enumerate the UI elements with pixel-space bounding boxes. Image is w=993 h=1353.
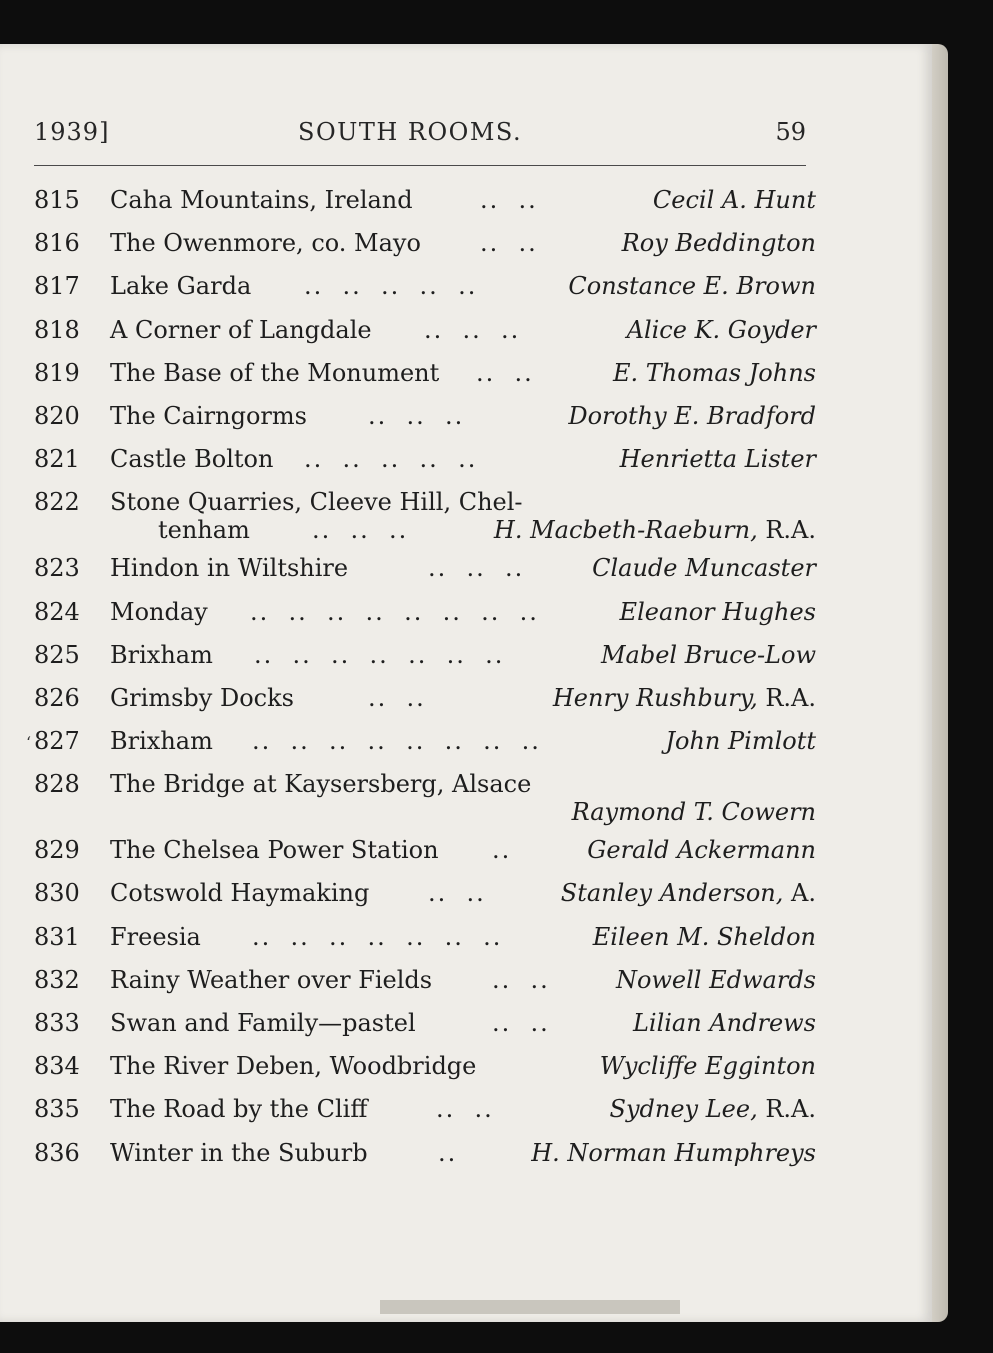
entry-title: The Base of the Monument [110,358,440,387]
entry-number: 835 [34,1095,80,1124]
entry-title: The Bridge at Kaysersberg, Alsace [110,770,532,799]
entry-artist [600,1052,816,1080]
entry-number: 832 [34,965,80,994]
entry-816 [34,225,816,268]
entry-823 [34,550,816,593]
entry-artist [616,966,816,994]
entry-title: Freesia [110,922,201,951]
entry-817 [34,268,816,311]
entry-number: 821 [34,445,80,474]
artist-name: Roy Beddington [621,229,816,258]
leader-dots: .. [492,836,512,865]
entry-title: Monday [110,597,208,626]
entry-title: Grimsby Docks [110,683,294,712]
leader-dots: .. .. [492,1009,550,1037]
artist-name: Henry Rushbury, [552,683,758,712]
margin-tick-mark: ‘ [26,733,32,753]
entry-artist [531,1139,816,1167]
entry-834 [34,1048,816,1091]
artist-honour: R.A. [757,516,816,545]
entry-artist [627,316,816,344]
entry-826 [34,680,816,723]
entry-title: The Chelsea Power Station [110,836,439,865]
leader-dots: .. .. .. [368,401,465,430]
entry-title: Swan and Family—pastel [110,1009,416,1037]
entry-artist [633,1009,816,1037]
leader-dots: .. .. .. .. .. [304,272,478,301]
entry-artist [568,272,816,300]
artist-name: Mabel Bruce-Low [600,640,816,669]
leader-dots: .. .. [428,879,486,908]
entry-artist [622,229,816,257]
entry-artist [494,516,816,544]
entry-number: 831 [34,922,80,951]
entry-title: The Owenmore, co. Mayo [110,229,421,258]
entry-title: The Cairngorms [110,401,307,430]
entry-artist [587,836,816,864]
entry-artist [553,684,816,712]
entry-title: Brixham [110,727,213,756]
page-number: 59 [775,118,806,146]
entry-820 [34,398,816,441]
leader-dots: .. .. .. [424,315,521,344]
artist-name: H. Norman Humphreys [531,1138,816,1167]
entry-title: The River Deben, Woodbridge [110,1052,477,1081]
entry-827 [26,723,816,766]
entry-title: Winter in the Suburb [110,1138,368,1167]
entry-artist [593,923,816,951]
entry-number: 833 [34,1009,80,1037]
page-bottom-shadow [380,1300,680,1314]
entry-832 [34,962,816,1005]
leader-dots: .. .. [480,229,538,258]
leader-dots: .. [438,1138,458,1167]
leader-dots: .. .. .. [312,516,409,545]
entry-number: 817 [34,272,80,301]
artist-name: Eleanor Hughes [619,597,816,626]
artist-name: E. Thomas Johns [612,358,816,387]
entry-title: The Road by the Cliff [110,1095,368,1124]
artist-name: Alice K. Goyder [626,315,816,344]
header-year: 1939] [34,118,110,146]
artist-name: Eileen M. Sheldon [592,922,816,951]
leader-dots: .. .. [492,965,550,994]
artist-name: Raymond T. Cowern [571,798,816,827]
entry-829 [34,832,816,875]
entry-835 [34,1091,816,1134]
leader-dots: .. .. [476,358,534,387]
header-title: SOUTH ROOMS. [298,118,523,146]
artist-name: H. Macbeth-Raeburn, [493,516,758,545]
entry-number: 830 [34,879,80,908]
entry-artist [592,554,816,582]
leader-dots: .. .. .. [428,554,525,583]
entry-number: 815 [34,186,80,214]
leader-dots: .. .. .. .. .. [304,445,478,474]
entry-number: 818 [34,315,80,344]
entry-number: 824 [34,597,80,626]
entry-artist [601,641,816,669]
running-header [34,118,806,152]
entry-artist [613,359,816,387]
entry-830 [34,875,816,918]
entry-number: 834 [34,1052,80,1081]
entry-artist [610,1095,816,1123]
artist-name: Stanley Anderson, [560,879,784,908]
entry-number: 829 [34,836,80,865]
entry-title: Hindon in Wiltshire [110,554,349,583]
artist-name: Wycliffe Egginton [599,1052,816,1081]
leader-dots: .. .. .. .. .. .. .. [252,922,503,951]
entry-title: Castle Bolton [110,445,274,474]
artist-name: Constance E. Brown [568,272,816,301]
entry-818 [34,312,816,355]
artist-name: Sydney Lee, [609,1095,758,1124]
entry-number: 820 [34,401,80,430]
entry-number: 825 [34,640,80,669]
entry-title: Stone Quarries, Cleeve Hill, Chel- [110,488,523,517]
artist-name: Gerald Ackermann [587,836,816,865]
entry-number: 836 [34,1138,80,1167]
leader-dots: .. .. .. .. .. .. .. [254,640,505,669]
entry-831 [34,919,816,962]
entry-title: Lake Garda [110,272,252,301]
entry-title: Brixham [110,640,213,669]
entry-title-continued: tenham [158,516,250,545]
artist-name: Lilian Andrews [632,1009,816,1037]
entry-number: 816 [34,229,80,258]
artist-honour: R.A. [757,1095,816,1124]
leader-dots: .. .. [368,683,426,712]
artist-name: Dorothy E. Bradford [568,401,816,430]
entry-821 [34,441,816,484]
entry-819 [34,355,816,398]
entry-artist [561,879,816,907]
header-rule [34,165,806,166]
artist-name: Henrietta Lister [619,445,816,474]
entry-number: 826 [34,683,80,712]
artist-honour: A. [783,879,816,908]
catalogue-list [26,182,816,1178]
entry-number: 827 [34,727,80,756]
entry-number: 819 [34,358,80,387]
entry-number: 828 [34,770,80,799]
entry-artist [572,798,816,826]
entry-title: Cotswold Haymaking [110,879,370,908]
artist-name: Cecil A. Hunt [652,186,816,214]
entry-833 [34,1005,816,1048]
leader-dots: .. .. [480,186,538,214]
entry-824 [34,594,816,637]
leader-dots: .. .. .. .. .. .. .. .. [250,597,539,626]
entry-822 [34,484,816,550]
entry-825 [34,637,816,680]
leader-dots: .. .. .. .. .. .. .. .. [252,727,541,756]
artist-honour: R.A. [757,683,816,712]
entry-number: 822 [34,488,80,517]
entry-828 [34,766,816,832]
entry-815 [34,182,816,225]
entry-title: Rainy Weather over Fields [110,965,433,994]
entry-title: Caha Mountains, Ireland [110,186,413,214]
leader-dots: .. .. [436,1095,494,1124]
entry-number: 823 [34,554,80,583]
entry-artist [568,402,816,430]
entry-artist [653,186,816,214]
entry-artist [665,727,816,755]
entry-artist [620,598,816,626]
artist-name: John Pimlott [665,727,816,756]
artist-name: Claude Muncaster [592,554,816,583]
artist-name: Nowell Edwards [615,965,816,994]
entry-title: A Corner of Langdale [110,315,372,344]
entry-836 [34,1135,816,1178]
entry-artist [620,445,816,473]
